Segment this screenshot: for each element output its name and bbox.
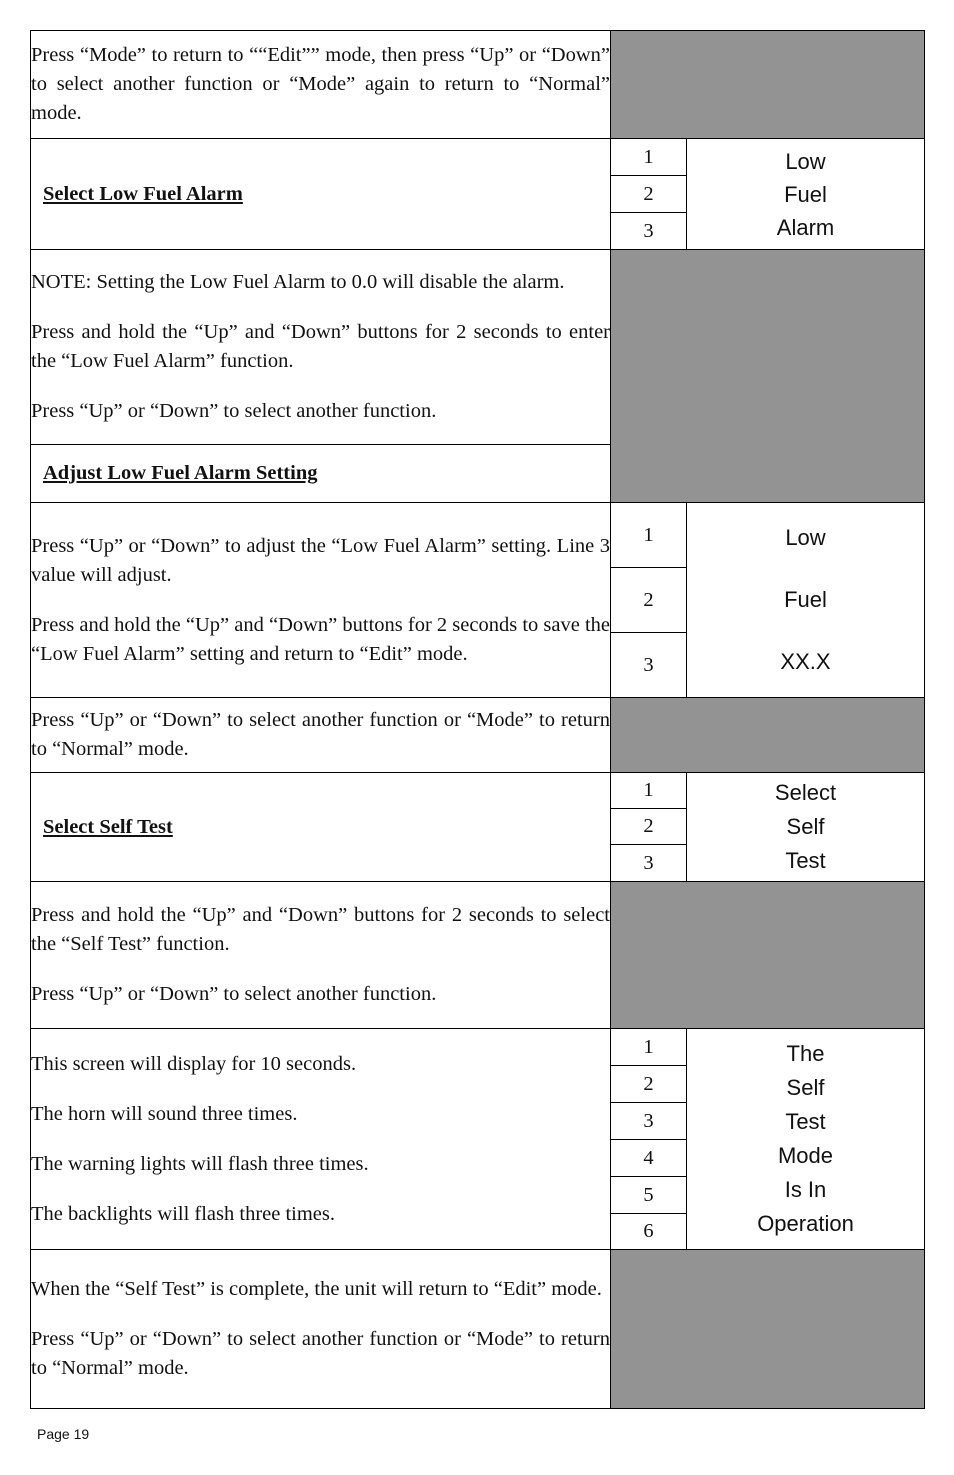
instruction-paragraph: The horn will sound three times. (31, 1102, 298, 1125)
instruction-paragraph: Press “Up” or “Down” to select another function or “Mode” to return to “Normal” mode. (31, 1328, 610, 1379)
instruction-table (30, 30, 925, 1409)
display-line: Fuel (784, 181, 827, 207)
instruction-paragraph: Press “Up” or “Down” to adjust the “Low Fuel Alarm” setting. Line 3 value will adjust. (31, 534, 610, 586)
line-number: 3 (611, 633, 687, 698)
intro-text-cell (31, 31, 611, 139)
instruction-paragraph: The warning lights will flash three times. (31, 1152, 369, 1175)
display-line: Test (785, 1109, 826, 1134)
display-placeholder (611, 882, 925, 1029)
display-line: Select (774, 780, 837, 805)
line-number: 5 (611, 1177, 687, 1214)
low-fuel-note-cell (31, 250, 611, 445)
display-line: Low (785, 148, 826, 174)
display-line: Self (786, 1075, 825, 1100)
select-other-cell (31, 698, 611, 773)
section-heading: Adjust Low Fuel Alarm Setting (43, 462, 318, 484)
display-line: XX.X (780, 649, 831, 674)
section-heading: Select Self Test (43, 815, 173, 838)
display-placeholder (611, 698, 925, 773)
adjust-heading-cell (31, 445, 611, 503)
self-test-mode-cell (31, 1029, 611, 1250)
display-line: Test (785, 848, 826, 873)
line-number: 3 (611, 845, 687, 882)
select-low-fuel-cell (31, 139, 611, 250)
lcd-display (687, 139, 925, 250)
line-number: 4 (611, 1140, 687, 1177)
self-test-complete-cell (31, 1250, 611, 1409)
line-number: 6 (611, 1214, 687, 1250)
display-line: Self (786, 814, 825, 839)
self-test-enter-cell (31, 882, 611, 1029)
line-number: 3 (611, 1103, 687, 1140)
lcd-display (687, 1029, 925, 1250)
display-line: The (786, 1041, 825, 1066)
display-line: Fuel (784, 587, 827, 612)
instruction-paragraph: Press and hold the “Up” and “Down” buttons for 2 seconds to save the “Low Fuel Alarm” setting and return to “Edit” mode. (31, 613, 610, 665)
display-line: Is In (784, 1177, 827, 1202)
instruction-paragraph: Press “Up” or “Down” to select another function. (31, 983, 437, 1005)
display-line: Alarm (776, 214, 835, 240)
instruction-paragraph: The backlights will flash three times. (31, 1202, 336, 1225)
note-paragraph: NOTE: Setting the Low Fuel Alarm to 0.0 will disable the alarm. (31, 271, 565, 293)
line-number: 2 (611, 568, 687, 633)
line-number: 1 (611, 1029, 687, 1066)
section-heading: Select Low Fuel Alarm (43, 182, 243, 205)
line-number: 1 (611, 773, 687, 809)
line-number: 2 (611, 1066, 687, 1103)
intro-paragraph: Press “Mode” to return to ““Edit”” mode, then press “Up” or “Down” to select another function or “Mode” again to return to “Normal” mode. (31, 44, 610, 124)
instruction-paragraph: This screen will display for 10 seconds. (31, 1052, 357, 1075)
display-line: Mode (777, 1143, 834, 1168)
lcd-display (687, 503, 925, 698)
line-number: 3 (611, 213, 687, 250)
line-number: 1 (611, 139, 687, 176)
instruction-paragraph: Press “Up” or “Down” to select another function or “Mode” to return to “Normal” mode. (31, 709, 610, 760)
instruction-paragraph: Press and hold the “Up” and “Down” buttons for 2 seconds to select the “Self Test” function. (31, 904, 610, 955)
instruction-paragraph: Press and hold the “Up” and “Down” buttons for 2 seconds to enter the “Low Fuel Alarm” function. (31, 321, 610, 372)
instruction-paragraph: Press “Up” or “Down” to select another function. (31, 400, 437, 422)
line-number: 2 (611, 176, 687, 213)
display-line: Low (785, 525, 826, 550)
line-number: 2 (611, 809, 687, 845)
display-placeholder (611, 250, 925, 503)
line-number: 1 (611, 503, 687, 568)
display-placeholder (611, 31, 925, 139)
display-line: Operation (757, 1211, 854, 1236)
display-placeholder (611, 1250, 925, 1409)
select-self-test-cell (31, 773, 611, 882)
lcd-display (687, 773, 925, 882)
page-number: Page 19 (37, 1426, 90, 1442)
adjust-text-cell (31, 503, 611, 698)
instruction-paragraph: When the “Self Test” is complete, the unit will return to “Edit” mode. (31, 1278, 602, 1300)
